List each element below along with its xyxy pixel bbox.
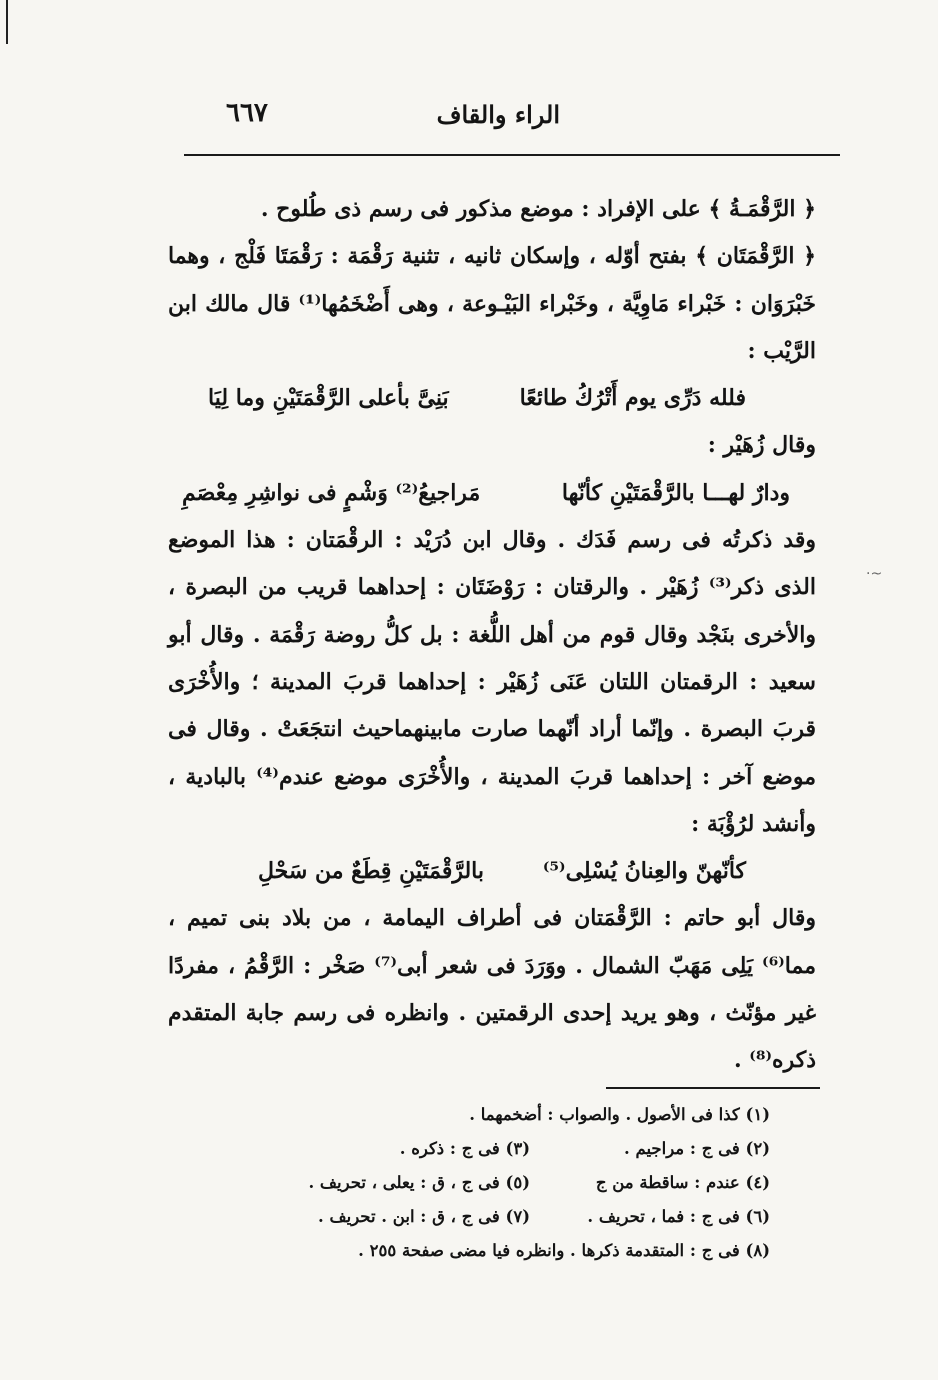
scan-margin-mark: ·~ xyxy=(866,566,883,582)
footnote-row xyxy=(230,1132,770,1166)
entry-paragraph: ﴿ الرَّقْمَـةُ ﴾ على الإفراد : موضع مذكور فى رسم ذى طُلوح . xyxy=(260,196,816,222)
footnote: (٦) فى ج : فما ، تحريف . xyxy=(587,1207,770,1226)
footnote: (٣) فى ج : ذكره . xyxy=(399,1139,530,1158)
footnote-row xyxy=(230,1166,770,1200)
footnote: (١) كذا فى الأصول . والصواب : أضخمهما . xyxy=(469,1105,770,1124)
verse-hemistich: مَراجيعُ⁽²⁾ وَشْمٍ فى نواشِرِ مِعْصَمِ xyxy=(182,479,481,506)
footnote: (٥) فى ج ، ق : يعلى ، تحريف . xyxy=(308,1173,530,1192)
verse-hemistich: فلله دَرِّى يوم أَتْرُكُ طائعًا xyxy=(519,385,746,412)
verse-line xyxy=(168,848,816,895)
page-number: ٦٦٧ xyxy=(226,98,268,128)
footnote-row xyxy=(230,1234,770,1268)
main-text xyxy=(168,186,816,1085)
footnote-row xyxy=(230,1200,770,1234)
footnote-rule xyxy=(606,1087,820,1089)
footnote: (٧) فى ج ، ق : ابن . تحريف . xyxy=(318,1207,530,1226)
verse-hemistich: بَنِىَّ بأعلى الرَّقْمَتَيْنِ وما لِيَا xyxy=(208,385,449,412)
page-title: الراء والقاف xyxy=(436,100,560,129)
footnotes xyxy=(230,1098,770,1268)
footnote: (٤) عندم : ساقطة من ج xyxy=(595,1173,770,1192)
entry-paragraph: وقال زُهَيْر : xyxy=(707,432,816,459)
verse-line xyxy=(168,470,816,517)
entry-paragraph: ﴿ الرَّقْمَتَان ﴾ بفتح أوّله ، وإسكان ثانيه ، تثنية رَقْمَة : رَقْمَتَا فَلْج ، وهما خَبْرَوَان : خَبْراء مَاوِيَّة ، وخَبْراء البَيْـوعة ، وهى أَضْخَمُها⁽¹⁾ قال مالك ابن الرَّيْب : xyxy=(168,243,816,364)
entry-paragraph: وقد ذكرتُه فى رسم فَدَك . وقال ابن دُرَيْد : الرقْمَتان : هذا الموضع الذى ذكر⁽³⁾ زُهَيْر . والرقتان : رَوْضَتَان : إحداهما قريب من البصرة ، والأخرى بنَجْد وقال قوم من أهل اللُّغة : بل كلُّ روضة رَقْمَة . وقال أبو سعيد : الرقمتان اللتان عَنَى زُهَيْر : إحداهما قربَ المدينة ؛ والأُخْرَى قربَ البصرة . وإنّما أراد أنّهما صارت مابينهماحيث انتجَعَتْ . وقال فى موضع آخر : إحداهما قربَ المدينة ، والأُخْرَى موضع عندم⁽⁴⁾ بالبادية ، وأنشد لرُؤْبَة : xyxy=(168,527,817,837)
verse-hemistich: بالرَّقْمَتَيْنِ قِطَعٌ من سَحْلِ xyxy=(258,858,485,885)
header-rule xyxy=(184,154,840,156)
footnote: (٨) فى ج : المتقدمة ذكرها . وانظره فيا مضى صفحة ٢٥٥ . xyxy=(358,1241,770,1260)
entry-paragraph: وقال أبو حاتم : الرَّقْمَتان فى أطراف اليمامة ، من بلاد بنى تميم ، مما⁽⁶⁾ يَلِى مَهَبّ الشمال . ووَرَدَ فى شعر أبى⁽⁷⁾ صَخْر : الرَّقْمُ ، مفردًا غير مؤنّث ، وهو يريد إحدى الرقمتين . وانظره فى رسم جابة المتقدم ذكره⁽⁸⁾ . xyxy=(168,905,817,1074)
footnote-row xyxy=(230,1098,770,1132)
verse-hemistich: كأنّهنّ والعِنانُ يُسْلِى⁽⁵⁾ xyxy=(542,858,746,885)
footnote: (٢) فى ج : مراجيم . xyxy=(623,1139,770,1158)
verse-line xyxy=(168,375,816,422)
running-header xyxy=(186,98,838,140)
scan-edge-mark xyxy=(6,0,8,44)
verse-hemistich: ودارٌ لهـــا بالرَّقْمَتَيْنِ كأنّها xyxy=(561,479,790,506)
